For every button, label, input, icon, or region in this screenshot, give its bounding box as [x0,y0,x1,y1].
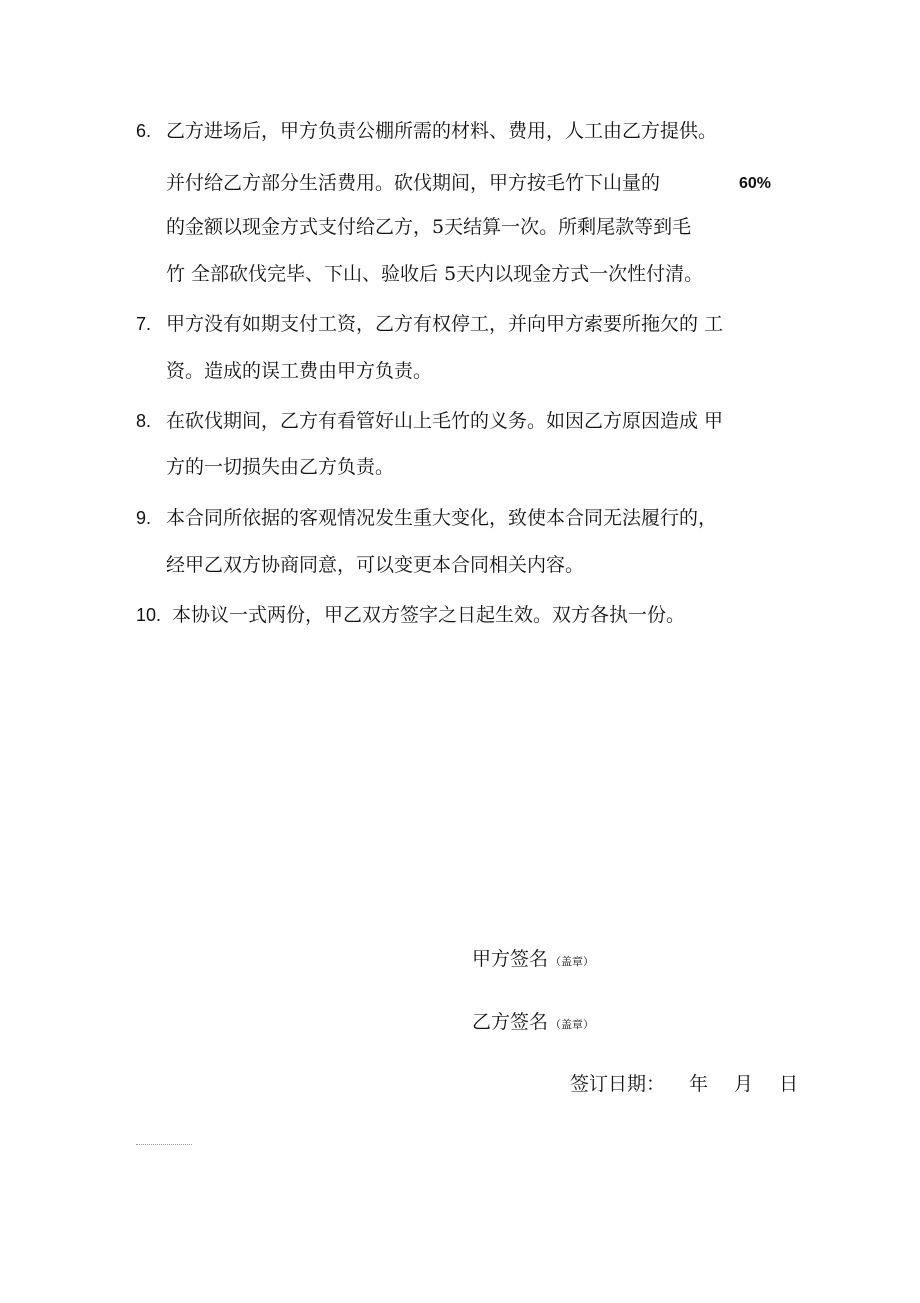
clause-8-line-1: 在砍伐期间，乙方有看管好山上毛竹的义务。如因乙方原因造成 甲 [166,410,724,432]
clause-9-number: 9. [136,508,152,528]
clause-8-number: 8. [136,411,152,431]
party-a-seal-note: （盖章） [550,955,595,968]
clause-7-line-2: 资。造成的误工费由甲方负责。 [166,360,433,382]
clause-9-line-2: 经甲乙双方协商同意，可以变更本合同相关内容。 [166,554,585,576]
party-a-signature-label: 甲方签名 [472,948,549,970]
clause-9-line-1: 本合同所依据的客观情况发生重大变化，致使本合同无法履行的， [166,507,718,529]
clause-8-line-2: 方的一切损失由乙方负责。 [166,456,395,478]
clause-6-line-2: 并付给乙方部分生活费用。砍伐期间，甲方按毛竹下山量的 [166,172,661,194]
clause-6-line-4: 竹 全部砍伐完毕、下山、验收后 5天内以现金方式一次性付清。 [166,263,704,285]
signing-date-value: 年 月 日 [689,1073,809,1095]
clause-6-number: 6. [136,121,152,141]
footer-divider [136,1144,192,1145]
clause-10-line-1: 本协议一式两份，甲乙双方签字之日起生效。双方各执一份。 [172,604,686,626]
clause-6-percentage: 60% [739,175,772,192]
party-b-signature-label: 乙方签名 [472,1011,549,1033]
party-a-signature [472,947,594,974]
signing-date [570,1072,808,1096]
clause-6-line-3: 的金额以现金方式支付给乙方，5天结算一次。所剩尾款等到毛 [166,216,692,238]
party-b-seal-note: （盖章） [550,1018,595,1031]
party-b-signature [472,1010,594,1037]
clause-7-line-1: 甲方没有如期支付工资，乙方有权停工，并向甲方索要所拖欠的 工 [166,313,724,335]
clause-7-number: 7. [136,314,152,334]
clause-6-line-1: 乙方进场后，甲方负责公棚所需的材料、费用，人工由乙方提供。 [166,120,718,142]
clause-10-number: 10. [136,605,162,625]
signing-date-label: 签订日期： [570,1073,666,1095]
